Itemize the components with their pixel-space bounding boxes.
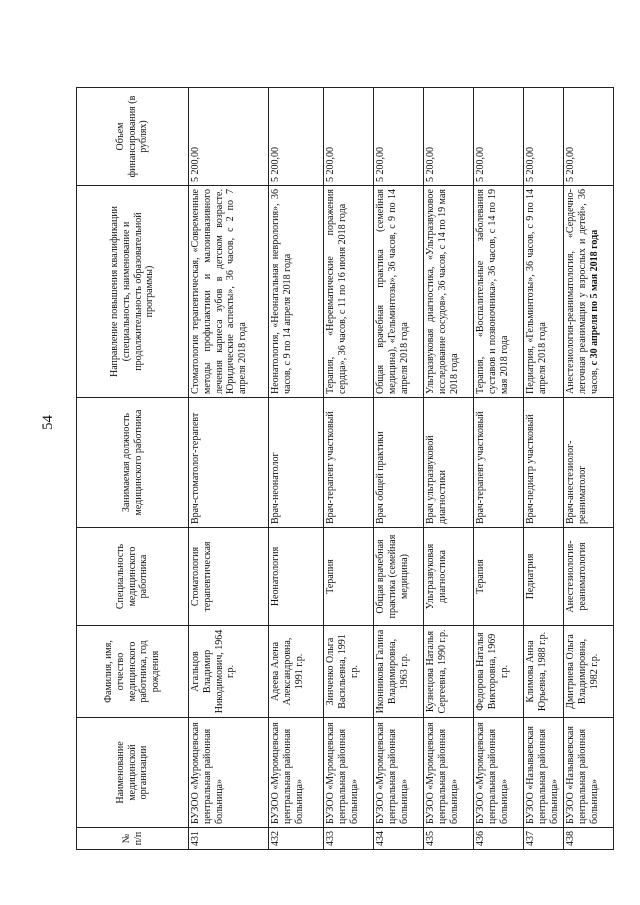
cell-specialty: Ультразвуковая диагностика — [424, 528, 474, 626]
cell-name: Федорова Наталья Викторовна, 1969 г.р. — [474, 626, 524, 718]
cell-direction: Общая врачебная практика (семейная медицина), «Гельминтозы», 36 часов, с 9 по 14 апреля 2018 года — [374, 186, 424, 398]
cell-org: БУЗОО «Называевская центральная районная больница» — [564, 718, 614, 828]
cell-position: Врач-анестезиолог-реаниматолог — [564, 398, 614, 528]
cell-direction: Терапия, «Воспалительные заболевания суставов и позвоночника», 36 часов, с 14 по 19 мая 2018 года — [474, 186, 524, 398]
cell-direction: Терапия, «Неревматические поражения сердца», 36 часов, с 11 по 16 июня 2018 года — [324, 186, 374, 398]
cell-num: 432 — [269, 828, 324, 850]
header-direction: Направление повышения квалификации (специальность, наименование и продолжительность образовательной программы) — [77, 186, 189, 398]
cell-org: БУЗОО «Муромцевская центральная районная больница» — [374, 718, 424, 828]
header-num: № п/п — [77, 828, 189, 850]
cell-org: БУЗОО «Называевская центральная районная больница» — [524, 718, 564, 828]
table-row — [374, 88, 424, 850]
cell-num: 433 — [324, 828, 374, 850]
rotated-table-wrapper — [76, 88, 600, 850]
cell-name: Иконникова Галина Владимировна, 1963 г.р. — [374, 626, 424, 718]
cell-amount: 5 200,00 — [189, 88, 269, 186]
cell-name: Кузнецова Наталья Сергеевна, 1990 г.р. — [424, 626, 474, 718]
table-row — [524, 88, 564, 850]
cell-specialty: Стоматология терапевтическая — [189, 528, 269, 626]
cell-amount: 5 200,00 — [564, 88, 614, 186]
header-name: Фамилия, имя, отчество медицинского работника, год рождения — [77, 626, 189, 718]
training-table — [76, 87, 614, 850]
cell-name: Агальцов Владимир Никодимович, 1964 г.р. — [189, 626, 269, 718]
cell-direction: Педиатрия, «Гельминтозы», 36 часов, с 9 по 14 апреля 2018 года — [524, 186, 564, 398]
cell-num: 434 — [374, 828, 424, 850]
cell-specialty: Анестезиология-реаниматология — [564, 528, 614, 626]
cell-amount: 5 200,00 — [324, 88, 374, 186]
cell-amount: 5 200,00 — [374, 88, 424, 186]
table-row — [564, 88, 614, 850]
header-position: Занимаемая должность медицинского работника — [77, 398, 189, 528]
cell-direction: Стоматология терапевтическая, «Современные методы профилактики и малоинвазивного лечения кариеса зубов в детском возрасте. Юридические аспекты», 36 часов, с 2 по 7 апреля 2018 года — [189, 186, 269, 398]
cell-amount: 5 200,00 — [269, 88, 324, 186]
cell-specialty: Терапия — [324, 528, 374, 626]
cell-org: БУЗОО «Муромцевская центральная районная больница» — [474, 718, 524, 828]
direction-dates-bold: с 30 апреля по 5 мая 2018 года — [588, 229, 600, 366]
cell-num: 436 — [474, 828, 524, 850]
cell-position: Врач-терапевт участковый — [324, 398, 374, 528]
table-header-row — [77, 88, 189, 850]
cell-num: 435 — [424, 828, 474, 850]
direction-text: Анестезиология-реаниматология, «Сердечно-легочная реанимация у взрослых и детей», 36 часов, — [565, 189, 600, 394]
header-amount: Объем финансирования (в рублях) — [77, 88, 189, 186]
cell-org: БУЗОО «Муромцевская центральная районная больница» — [269, 718, 324, 828]
cell-position: Врач-неонатолог — [269, 398, 324, 528]
page-number: 54 — [40, 415, 56, 430]
cell-name: Адеева Алена Александровна, 1991 г.р. — [269, 626, 324, 718]
cell-position: Врач-стоматолог-терапевт — [189, 398, 269, 528]
table-row — [424, 88, 474, 850]
cell-amount: 5 200,00 — [424, 88, 474, 186]
cell-name: Зинченко Ольга Васильевна, 1991 г.р. — [324, 626, 374, 718]
cell-direction — [564, 186, 614, 398]
cell-direction: Неонатология, «Неонатальная неврология», 36 часов, с 9 по 14 апреля 2018 года — [269, 186, 324, 398]
cell-position: Врач-терапевт участковый — [474, 398, 524, 528]
cell-amount: 5 200,00 — [474, 88, 524, 186]
cell-position: Врач ультразвуковой диагностики — [424, 398, 474, 528]
table-row — [474, 88, 524, 850]
cell-position: Врач-педиатр участковый — [524, 398, 564, 528]
cell-position: Врач общей практики — [374, 398, 424, 528]
cell-num: 438 — [564, 828, 614, 850]
header-specialty: Специальность медицинского работника — [77, 528, 189, 626]
table-row — [324, 88, 374, 850]
cell-name: Дмитриева Ольга Владимировна, 1982 г.р. — [564, 626, 614, 718]
cell-num: 431 — [189, 828, 269, 850]
cell-direction: Ультразвуковая диагностика, «Ультразвуковое исследование сосудов», 36 часов, с 14 по 19 мая 2018 года — [424, 186, 474, 398]
cell-specialty: Общая врачебная практика (семейная медицина) — [374, 528, 424, 626]
cell-num: 437 — [524, 828, 564, 850]
table-row — [269, 88, 324, 850]
header-org: Наименование медицинской организации — [77, 718, 189, 828]
cell-specialty: Неонатология — [269, 528, 324, 626]
cell-name: Климова Анна Юрьевна, 1988 г.р. — [524, 626, 564, 718]
cell-specialty: Терапия — [474, 528, 524, 626]
cell-specialty: Педиатрия — [524, 528, 564, 626]
cell-org: БУЗОО «Муромцевская центральная районная больница» — [324, 718, 374, 828]
table-row — [189, 88, 269, 850]
cell-org: БУЗОО «Муромцевская центральная районная больница» — [189, 718, 269, 828]
cell-amount: 5 200,00 — [524, 88, 564, 186]
cell-org: БУЗОО «Муромцевская центральная районная больница» — [424, 718, 474, 828]
